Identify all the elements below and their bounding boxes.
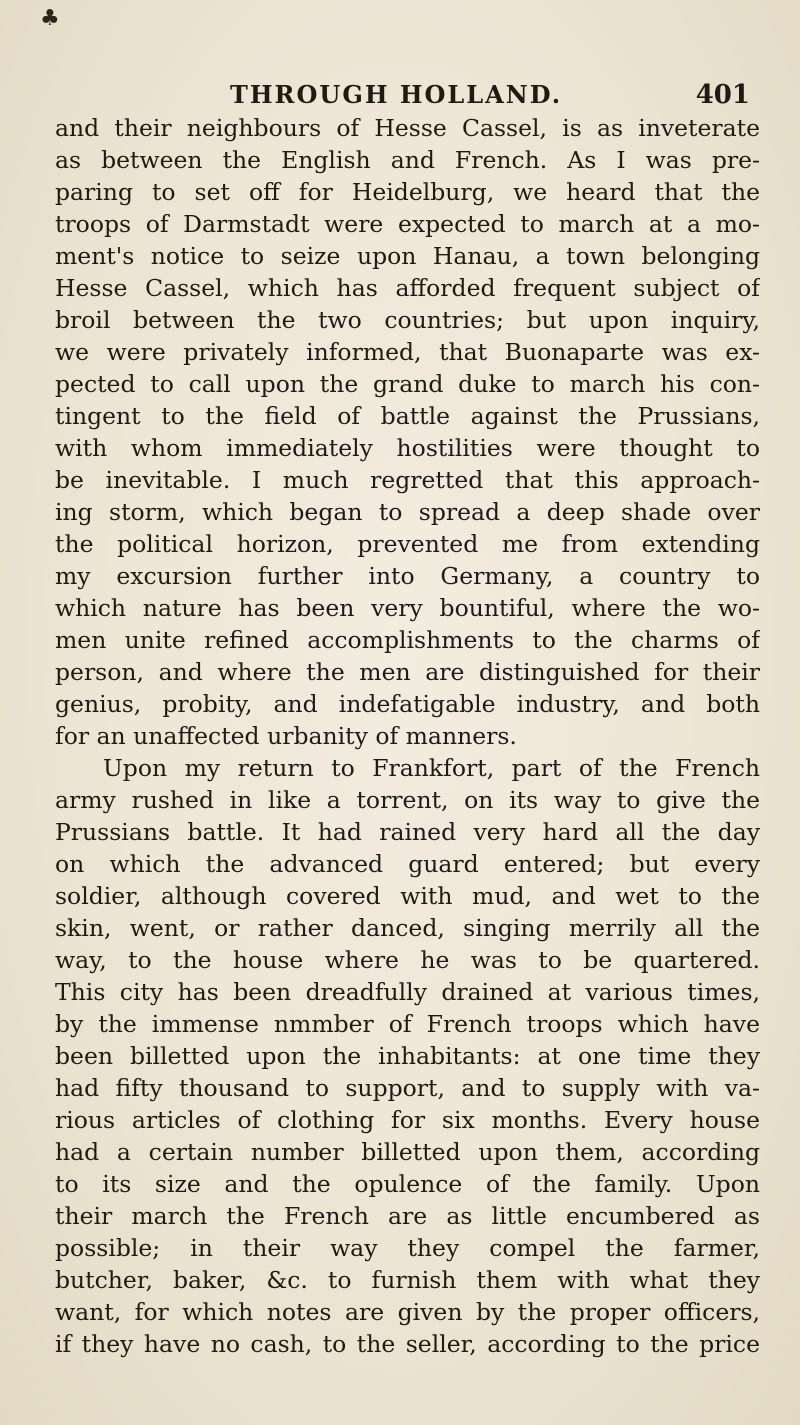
text-line: if they have no cash, to the seller, according to the price — [55, 1330, 760, 1358]
text-line: had a certain number billetted upon them, according — [55, 1138, 760, 1166]
text-line: person, and where the men are distinguished for their — [55, 658, 760, 686]
text-line: army rushed in like a torrent, on its way to give the — [55, 786, 760, 814]
text-line: as between the English and French. As I was pre- — [55, 146, 760, 174]
text-line: This city has been dreadfully drained at various times, — [55, 978, 760, 1006]
text-line: Prussians battle. It had rained very hard all the day — [55, 818, 760, 846]
text-line: and their neighbours of Hesse Cassel, is as inveterate — [55, 114, 760, 142]
text-line: tingent to the field of battle against the Prussians, — [55, 402, 760, 430]
text-line: for an unaffected urbanity of manners. — [55, 722, 517, 750]
text-line: to its size and the opulence of the family. Upon — [55, 1170, 760, 1198]
text-line: soldier, although covered with mud, and wet to the — [55, 882, 760, 910]
text-line: their march the French are as little encumbered as — [55, 1202, 760, 1230]
text-line: genius, probity, and indefatigable industry, and both — [55, 690, 760, 718]
text-line: way, to the house where he was to be quartered. — [55, 946, 760, 974]
text-line: been billetted upon the inhabitants: at one time they — [55, 1042, 760, 1070]
text-line: butcher, baker, &c. to furnish them with what they — [55, 1266, 760, 1294]
text-line: broil between the two countries; but upon inquiry, — [55, 306, 760, 334]
text-line: rious articles of clothing for six months. Every house — [55, 1106, 760, 1134]
text-line: possible; in their way they compel the farmer, — [55, 1234, 760, 1262]
text-line: which nature has been very bountiful, where the wo- — [55, 594, 760, 622]
body-text — [55, 112, 760, 1360]
text-line: ing storm, which began to spread a deep shade over — [55, 498, 760, 526]
text-line: want, for which notes are given by the proper officers, — [55, 1298, 760, 1326]
text-line: we were privately informed, that Buonaparte was ex- — [55, 338, 760, 366]
text-line: skin, went, or rather danced, singing merrily all the — [55, 914, 760, 942]
text-line: pected to call upon the grand duke to march his con- — [55, 370, 760, 398]
text-line: on which the advanced guard entered; but every — [55, 850, 760, 878]
text-line: men unite refined accomplishments to the charms of — [55, 626, 760, 654]
margin-mark-icon: ♣ — [40, 6, 60, 31]
text-line: the political horizon, prevented me from extending — [55, 530, 760, 558]
text-line: Upon my return to Frankfort, part of the French — [103, 754, 760, 782]
page-header — [60, 80, 750, 114]
text-line: be inevitable. I much regretted that this approach- — [55, 466, 760, 494]
text-line: Hesse Cassel, which has afforded frequent subject of — [55, 274, 760, 302]
text-line: ment's notice to seize upon Hanau, a town belonging — [55, 242, 760, 270]
text-line: with whom immediately hostilities were thought to — [55, 434, 760, 462]
page-number: 401 — [695, 80, 750, 110]
text-line: my excursion further into Germany, a country to — [55, 562, 760, 590]
text-line: by the immense nmmber of French troops which have — [55, 1010, 760, 1038]
text-line: paring to set off for Heidelburg, we heard that the — [55, 178, 760, 206]
running-title: THROUGH HOLLAND. — [230, 80, 563, 109]
text-line: troops of Darmstadt were expected to march at a mo- — [55, 210, 760, 238]
text-line: had fifty thousand to support, and to supply with va- — [55, 1074, 760, 1102]
